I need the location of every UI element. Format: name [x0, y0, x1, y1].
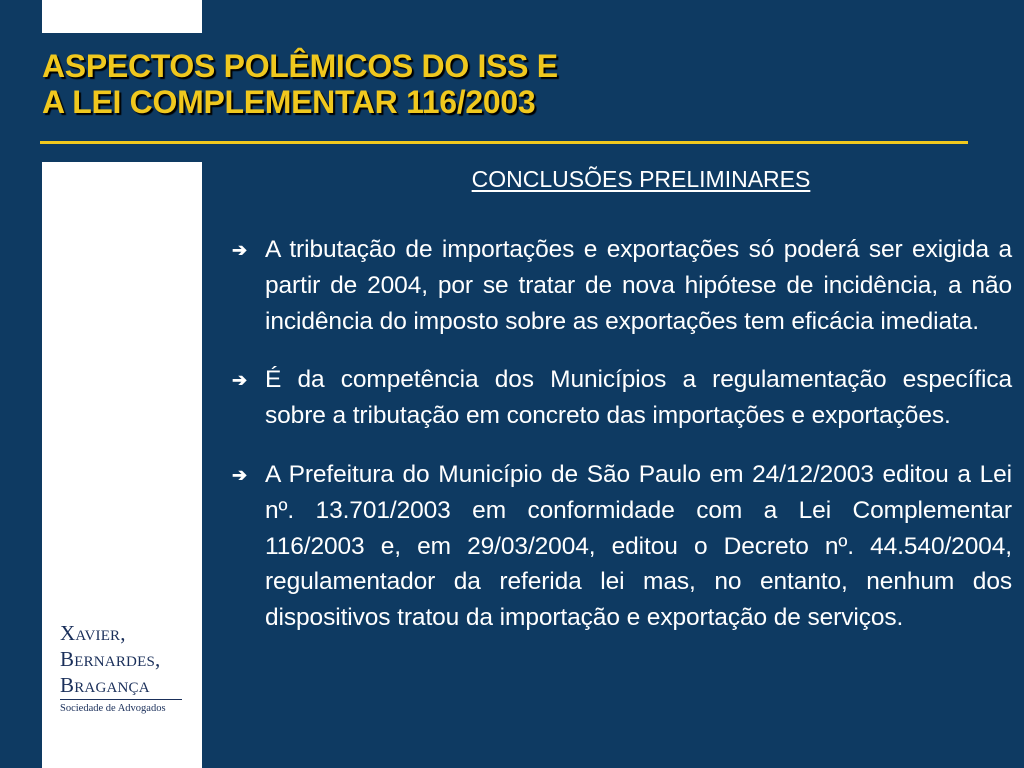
section-subtitle: CONCLUSÕES PRELIMINARES — [471, 166, 811, 192]
title-divider — [40, 141, 968, 144]
bullet-text: É da competência dos Municípios a regulamentação específica sobre a tributação em concreto das importações e exportações. — [265, 366, 1012, 430]
slide-title-line-1: ASPECTOS POLÊMICOS DO ISS E — [42, 48, 558, 84]
slide-title-line-2: A LEI COMPLEMENTAR 116/2003 — [42, 84, 536, 120]
side-panel — [42, 162, 202, 768]
slide-content — [232, 160, 1012, 659]
bullet-item — [232, 362, 1012, 434]
bullet-text: A tributação de importações e exportações só poderá ser exigida a partir de 2004, por se tratar de nova hipótese de incidência, a não incidência do imposto sobre as exportações tem eficácia imediata. — [265, 236, 1012, 335]
firm-logo — [60, 620, 186, 715]
logo-tagline: Sociedade de Advogados — [60, 703, 166, 714]
logo-line-2: Bernardes, — [60, 647, 161, 671]
header-white-tab — [42, 0, 202, 33]
logo-line-1: Xavier, — [60, 621, 126, 645]
arrow-right-icon: ➔ — [232, 240, 248, 260]
arrow-right-icon: ➔ — [232, 370, 248, 391]
arrow-right-icon: ➔ — [232, 464, 248, 485]
slide-title — [42, 48, 558, 120]
logo-line-3: Bragança — [60, 673, 150, 697]
bullet-item — [232, 457, 1012, 636]
bullet-list — [232, 232, 1012, 636]
logo-rule — [60, 699, 182, 700]
bullet-text: A Prefeitura do Município de São Paulo em 24/12/2003 editou a Lei nº. 13.701/2003 em conformidade com a Lei Complementar 116/2003 e, em 29/03/2004, editou o Decreto nº. 44.540/2004, regulamentador da referida lei mas, no entanto, nenhum dos dispositivos tratou da importação e exportação de serviços. — [265, 460, 1012, 632]
bullet-item — [232, 232, 1012, 339]
